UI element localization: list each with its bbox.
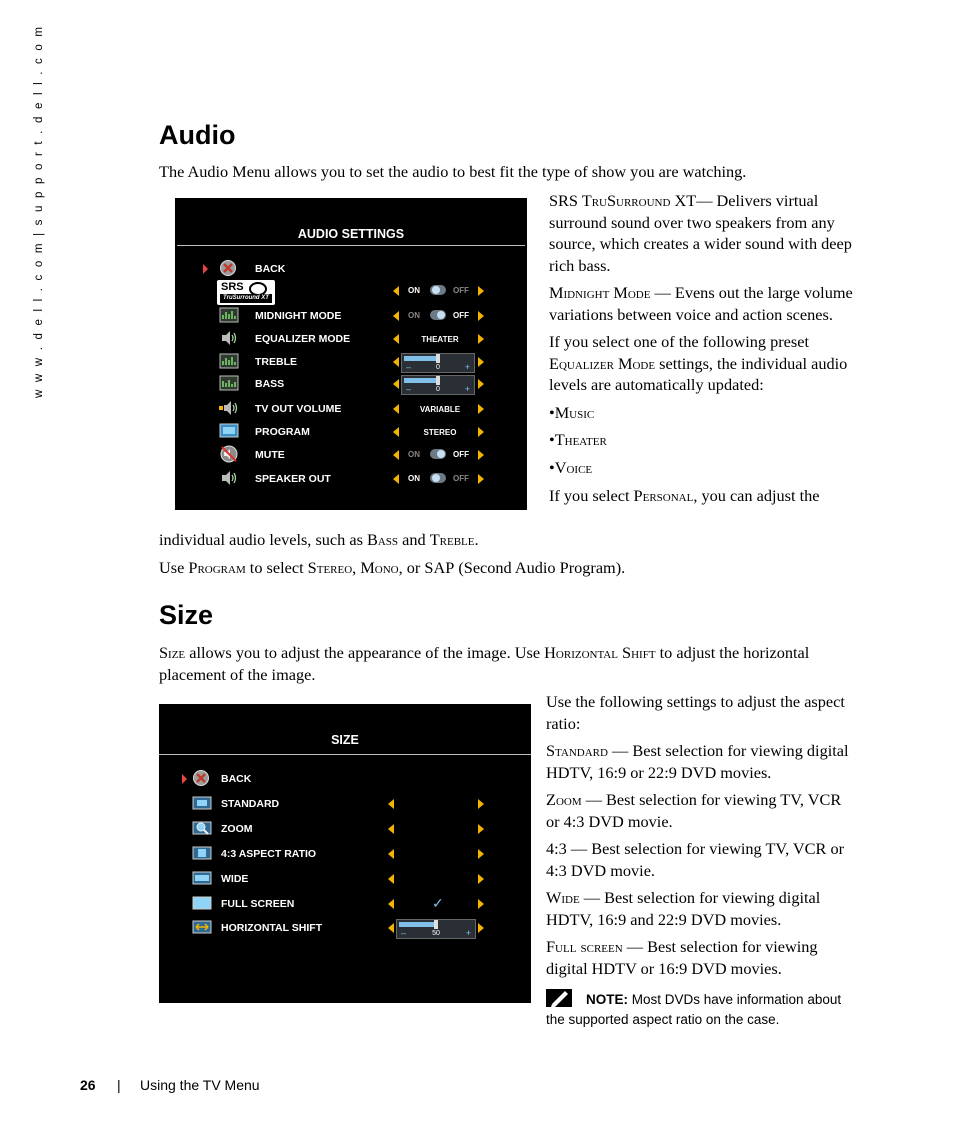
personal-term: Personal [633,486,694,505]
right-arrow-icon[interactable] [478,286,484,296]
program-description [159,557,859,579]
plus-icon: + [465,928,471,938]
treble-term: Treble [429,530,475,549]
right-arrow-icon[interactable] [478,427,484,437]
selection-pointer-icon [203,264,208,274]
midnight-term: Midnight Mode [549,283,651,302]
speaker-on-label: ON [408,474,420,483]
osd-title: AUDIO SETTINGS [297,227,405,241]
right-arrow-icon[interactable] [478,874,484,884]
checkmark-icon: ✓ [432,895,444,911]
left-arrow-icon[interactable] [393,311,399,321]
osd-row-speaker-out[interactable] [175,468,527,490]
hshift-slider-fill [399,922,436,927]
size-term: Size [159,643,186,662]
audio-intro: The Audio Menu allows you to set the audio to best fit the type of show you are watching. [159,162,747,181]
bullet-music: •Music [549,402,595,422]
right-arrow-icon[interactable] [478,474,484,484]
left-arrow-icon[interactable] [393,357,399,367]
midnight-on-label: ON [408,311,420,320]
right-arrow-icon[interactable] [478,849,484,859]
comma: , [352,558,361,577]
osd-divider [159,754,531,755]
hshift-value: 50 [432,930,440,937]
eq-pre: If you select one of the following preset [549,332,809,351]
mute-toggle[interactable] [430,449,446,459]
srs-logo-text: SRS [221,281,244,293]
hshift-slider-knob[interactable] [434,920,438,929]
size-use-following: Use the following settings to adjust the aspect ratio: [546,692,845,733]
plus-icon: + [464,362,470,372]
program-tv-icon [219,422,239,440]
audio-heading: Audio [159,120,236,150]
left-arrow-icon[interactable] [388,824,394,834]
size-heading: Size [159,600,214,630]
zoom-text: — Best selection for viewing TV, VCR or 4:3 DVD movie. [546,790,842,831]
osd-divider [177,245,525,246]
treble-slider[interactable] [401,353,475,373]
eq-post: settings, the individual audio levels are automatically updated: [549,353,848,394]
size-item-zoom [546,789,858,832]
back-icon [192,769,212,787]
program-term: Program [188,558,246,577]
sidebar-url: w w w . d e l l . c o m | s u p p o r t . d e l l . c o m [33,24,45,398]
aspect-term: 4:3 [546,839,567,858]
tv-out-volume-value: VARIABLE [419,405,461,414]
or-word: , or [398,558,425,577]
size-intro [159,642,839,685]
osd-label-program: PROGRAM [255,426,310,438]
left-arrow-icon[interactable] [388,899,394,909]
osd-label-4-3-aspect-ratio: 4:3 ASPECT RATIO [221,848,317,860]
size-item-wide [546,887,858,930]
speaker-off-label: OFF [453,474,469,483]
right-arrow-icon[interactable] [478,404,484,414]
left-arrow-icon[interactable] [388,849,394,859]
osd-row-back[interactable] [159,768,531,790]
back-icon [219,259,239,277]
srs-toggle[interactable] [430,285,446,295]
speaker-toggle[interactable] [430,473,446,483]
minus-icon: – [406,362,412,372]
left-arrow-icon[interactable] [393,286,399,296]
srs-on-label: ON [408,286,420,295]
left-arrow-icon[interactable] [388,923,394,933]
program-post: (Second Audio Program). [454,558,626,577]
zoom-magnifier-icon [192,819,212,837]
left-arrow-icon[interactable] [393,427,399,437]
osd-row-midnight-mode[interactable] [175,305,527,327]
osd-row-standard[interactable] [159,793,531,815]
audio-settings-osd [175,198,527,510]
bass-slider-knob[interactable] [436,376,440,385]
wide-text: — Best selection for viewing digital HDTV, 16:9 and 22:9 DVD movies. [546,888,821,929]
osd-row-equalizer-mode[interactable] [175,328,527,350]
personal-pre: If you select [549,486,634,505]
osd-row-bass[interactable] [175,373,527,395]
mute-icon [219,445,239,463]
treble-value: 0 [436,364,440,371]
size-intro-post: to adjust the horizontal placement of the image. [159,643,810,684]
personal-description [549,485,859,507]
size-osd [159,704,531,1003]
right-arrow-icon[interactable] [478,311,484,321]
left-arrow-icon[interactable] [393,450,399,460]
equalizer-mode-value: THEATER [421,335,459,344]
left-arrow-icon[interactable] [388,799,394,809]
size-intro-mid: allows you to adjust the appearance of the image. Use [185,643,545,662]
osd-label-midnight-mode: MIDNIGHT MODE [255,310,342,322]
equalizer-bars-icon [219,306,239,324]
right-arrow-icon[interactable] [478,923,484,933]
minus-icon: – [406,384,412,394]
bullet-voice: •Voice [549,457,593,477]
right-arrow-icon[interactable] [478,379,484,389]
osd-label-speaker-out: SPEAKER OUT [255,473,331,485]
osd-row-horizontal-shift[interactable] [159,917,531,939]
bass-slider[interactable] [401,375,475,395]
stereo-term: Stereo [307,558,353,577]
treble-slider-knob[interactable] [436,354,440,363]
right-arrow-icon[interactable] [478,824,484,834]
program-value: STEREO [423,428,457,437]
note-pencil-icon [546,989,572,1007]
wide-aspect-icon [192,869,212,887]
equalizer-bars-icon [219,352,239,370]
footer-separator: | [117,1077,121,1093]
osd-label-horizontal-shift: HORIZONTAL SHIFT [221,922,323,934]
osd-row-srs[interactable] [175,280,527,306]
eq-term: Equalizer Mode [549,353,656,373]
osd-row-tv-out-volume[interactable] [175,398,527,420]
osd-row-zoom[interactable] [159,818,531,840]
page-number: 26 [80,1077,96,1093]
and-word: and [398,530,430,549]
osd-title: SIZE [331,733,359,747]
srs-term: SRS TruSurround XT [549,191,697,210]
left-arrow-icon[interactable] [388,874,394,884]
speaker-icon [219,469,239,487]
osd-row-full-screen[interactable] [159,893,531,915]
standard-aspect-icon [192,794,212,812]
osd-row-4-3-aspect-ratio[interactable] [159,843,531,865]
osd-row-mute[interactable] [175,444,527,466]
left-arrow-icon[interactable] [393,379,399,389]
osd-label-back: BACK [255,263,286,275]
osd-label-treble: TREBLE [255,356,297,368]
mute-off-label: OFF [453,450,469,459]
sap-term: SAP [424,558,455,577]
footer-section: Using the TV Menu [140,1077,260,1093]
osd-label-tv-out-volume: TV OUT VOLUME [255,403,342,415]
treble-slider-fill [404,356,438,361]
osd-label-standard: STANDARD [221,798,280,810]
srs-logo-subtitle: TruSurround XT [220,294,272,303]
left-arrow-icon[interactable] [393,334,399,344]
wide-term: Wide [546,888,580,907]
full-screen-term: Full screen [546,937,623,956]
right-arrow-icon[interactable] [478,799,484,809]
midnight-off-label: OFF [453,311,469,320]
selection-pointer-icon [182,774,187,784]
osd-label-zoom: ZOOM [221,823,253,835]
bullet-theater: •Theater [549,430,607,449]
note-text: Most DVDs have information about the supported aspect ratio on the case. [546,992,842,1027]
size-item-standard [546,740,858,783]
equalizer-bars-icon [219,374,239,392]
aspect-4-3-icon [192,844,212,862]
aspect-text: — Best selection for viewing TV, VCR or 4:3 DVD movie. [546,839,845,880]
srs-trusurround-logo [217,280,275,305]
audio-descriptions [549,190,859,507]
osd-label-wide: WIDE [221,873,249,885]
personal-post: , you can adjust the [693,486,820,505]
speaker-icon [219,329,239,347]
size-item-4-3 [546,838,858,881]
left-arrow-icon[interactable] [393,404,399,414]
mono-term: Mono [360,558,399,577]
bass-slider-fill [404,378,438,383]
hshift-term: Horizontal Shift [544,643,656,662]
personal-cont-pre: individual audio levels, such as [159,530,367,549]
osd-label-mute: MUTE [255,449,285,461]
osd-row-wide[interactable] [159,868,531,890]
mute-on-label: ON [408,450,420,459]
right-arrow-icon[interactable] [478,450,484,460]
minus-icon: – [401,928,407,938]
horizontal-shift-slider[interactable] [396,919,476,939]
program-mid: to select [245,558,308,577]
osd-label-full-screen: FULL SCREEN [221,898,295,910]
osd-row-program[interactable] [175,421,527,443]
standard-term: Standard [546,741,608,760]
plus-icon: + [464,384,470,394]
midnight-text: — Evens out the large volume variations between voice and action scenes. [549,283,853,324]
speaker-volume-icon [219,399,239,417]
right-arrow-icon[interactable] [478,334,484,344]
bass-value: 0 [436,386,440,393]
midnight-description [549,282,859,325]
srs-off-label: OFF [453,286,469,295]
osd-label-equalizer-mode: EQUALIZER MODE [255,333,351,345]
left-arrow-icon[interactable] [393,474,399,484]
personal-continuation [159,529,859,551]
horizontal-shift-icon [192,918,212,936]
period: . [474,530,479,549]
midnight-toggle[interactable] [430,310,446,320]
osd-row-back[interactable] [175,258,527,280]
program-pre: Use [159,558,189,577]
osd-row-treble[interactable] [175,351,527,373]
srs-description [549,190,859,276]
right-arrow-icon[interactable] [478,899,484,909]
full-screen-icon [192,894,212,912]
size-descriptions [546,691,858,979]
right-arrow-icon[interactable] [478,357,484,367]
size-item-full-screen [546,936,858,979]
osd-label-back: BACK [221,773,252,785]
bass-term: Bass [367,530,399,549]
srs-text: — Delivers virtual surround sound over two speakers from any source, which creates a wider sound with deep rich bass. [549,191,852,275]
equalizer-description [549,331,859,396]
zoom-term: Zoom [546,790,582,809]
standard-text: — Best selection for viewing digital HDTV, 16:9 or 22:9 DVD movies. [546,741,849,782]
full-screen-text: — Best selection for viewing digital HDTV or 16:9 DVD movies. [546,937,818,978]
osd-label-bass: BASS [255,378,285,390]
note-box [546,989,858,1030]
note-label: NOTE: [586,992,628,1007]
